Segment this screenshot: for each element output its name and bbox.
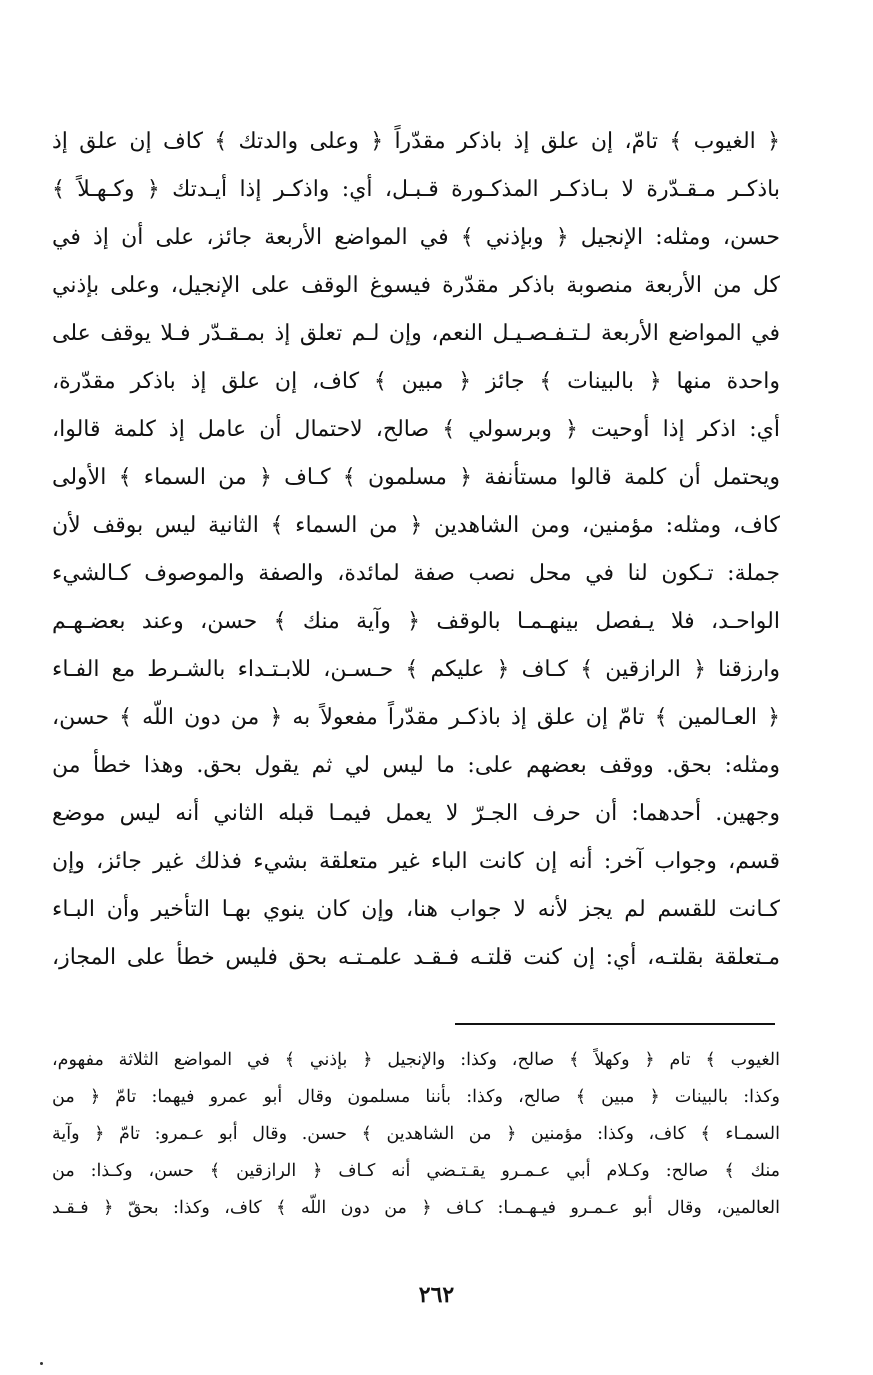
main-text-line: كـانت للقسم لم يجز لأنه لا جواب هنا، وإن كان ينوي بهـا التأخير وأن البـاء: [52, 897, 780, 922]
footnotes: [52, 1042, 780, 1227]
footnote-divider: [455, 1023, 775, 1025]
main-text-body: [52, 118, 780, 982]
main-text-line: كاف، ومثله: مؤمنين، ومن الشاهدين ﴿ من السماء ﴾ الثانية ليس بوقف لأن: [52, 513, 780, 538]
main-text-line: قسم، وجواب آخر: أنه إن كانت الباء غير متعلقة بشيء فذلك غير جائز، وإن: [52, 849, 780, 874]
footnote-line: السمـاء ﴾ كاف، وكذا: مؤمنين ﴿ من الشاهدين ﴾ حسن. وقال أبو عـمرو: تامّ ﴿ وآية: [52, 1124, 780, 1144]
main-text-line: واحدة منها ﴿ بالبينات ﴾ جائز ﴿ مبين ﴾ كاف، إن علق إذ باذكر مقدّرة،: [52, 369, 780, 394]
main-text-line: باذكـر مـقـدّرة لا بـاذكـر المذكـورة قـبـل، أي: واذكـر إذا أيـدتك ﴿ وكـهـلاً ﴾: [52, 177, 780, 202]
scan-speck: [40, 1362, 43, 1365]
main-text-line: في المواضع الأربعة لـتـفـصـيـل النعم، وإن لـم تعلق إذ بمـقـدّر فـلا يوقف على: [52, 321, 780, 346]
main-text-line: ﴿ الغيوب ﴾ تامّ، إن علق إذ باذكر مقدّراً ﴿ وعلى والدتك ﴾ كاف إن علق إذ: [52, 129, 780, 154]
main-text-line: مـتعلقة بقلتـه، أي: إن كنت قلتـه فـقـد علمـتـه بحق فليس خطأ على المجاز،: [52, 945, 780, 970]
main-text-line: ﴿ العـالمين ﴾ تامّ إن علق إذ باذكـر مقدّراً مفعولاً به ﴿ من دون اللّه ﴾ حسن،: [52, 705, 780, 730]
footnote-line: منك ﴾ صالح: وكـلام أبي عـمـرو يقـتـضي أنه كـاف ﴿ الرازقين ﴾ حسن، وكـذا: من: [52, 1161, 780, 1181]
main-text-line: جملة: تـكون لنا في محل نصب صفة لمائدة، والصفة والموصوف كـالشيء: [52, 561, 780, 586]
main-text-line: ومثله: بحق. ووقف بعضهم على: ما ليس لي ثم يقول بحق. وهذا خطأ من: [52, 753, 780, 778]
main-text-line: ويحتمل أن كلمة قالوا مستأنفة ﴿ مسلمون ﴾ كـاف ﴿ من السماء ﴾ الأولى: [52, 465, 780, 490]
footnote-line: وكذا: بالبينات ﴿ مبين ﴾ صالح، وكذا: بأننا مسلمون وقال أبو عمرو فيهما: تامّ ﴿ من: [52, 1087, 780, 1107]
main-text-line: كل من الأربعة منصوبة باذكر مقدّرة فيسوغ الوقف على الإنجيل، وعلى بإذني: [52, 273, 780, 298]
footnote-line: العالمين، وقال أبو عـمـرو فيـهـمـا: كـاف ﴿ من دون اللّه ﴾ كاف، وكذا: بحقّ ﴿ فـقـد: [52, 1198, 780, 1218]
main-text-line: الواحـد، فلا يـفصل بينهـمـا بالوقف ﴿ وآية منك ﴾ حسن، وعند بعضـهـم: [52, 609, 780, 634]
main-text-line: وجهين. أحدهما: أن حرف الجـرّ لا يعمل فيمـا قبله الثاني أنه ليس موضع: [52, 801, 780, 826]
main-text-line: أي: اذكر إذا أوحيت ﴿ وبرسولي ﴾ صالح، لاحتمال أن عامل إذ كلمة قالوا،: [52, 417, 780, 442]
main-text-line: حسن، ومثله: الإنجيل ﴿ وبإذني ﴾ في المواضع الأربعة جائز، على أن إذ في: [52, 225, 780, 250]
footnote-line: الغيوب ﴾ تام ﴿ وكهلاً ﴾ صالح، وكذا: والإنجيل ﴿ بإذني ﴾ في المواضع الثلاثة مفهوم،: [52, 1050, 780, 1070]
main-text-line: وارزقنا ﴿ الرازقين ﴾ كـاف ﴿ عليكم ﴾ حـسـن، للابـتـداء بالشـرط مع الفـاء: [52, 657, 780, 682]
page-number: ٢٦٢: [418, 1282, 455, 1308]
